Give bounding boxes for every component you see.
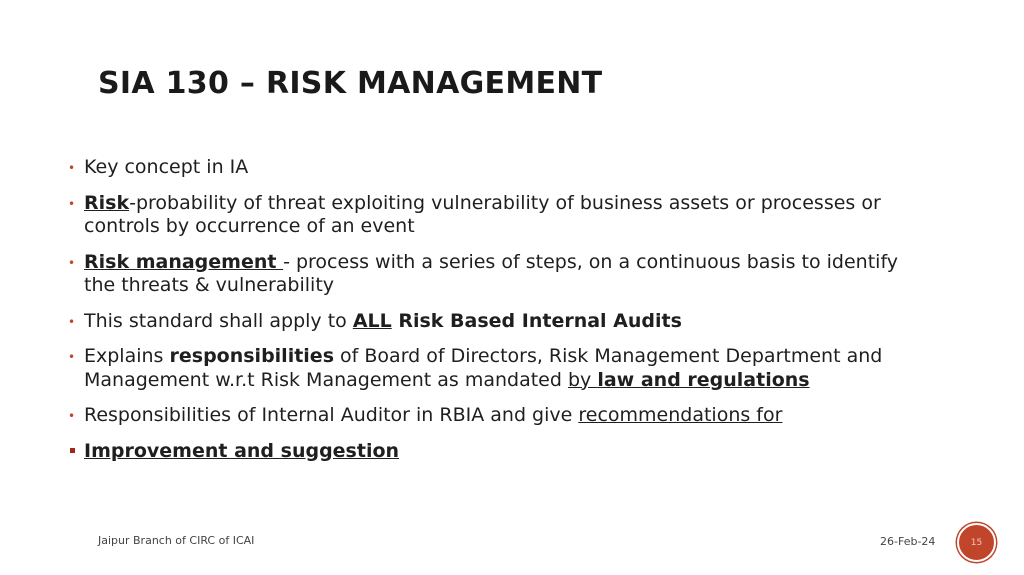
bullet-text: - process with a series of steps, on a continuous basis to identify the threats & vulnerability	[84, 250, 899, 296]
emphasis-responsibilities: responsibilities	[169, 345, 334, 367]
term-risk: Risk	[84, 191, 130, 214]
term-risk-management: Risk management	[84, 250, 284, 273]
phrase-law-and-regulations: law and regulations	[597, 368, 810, 391]
bullet-text: Improvement and suggestion	[84, 439, 400, 462]
bullet-dot-icon: •	[68, 314, 76, 329]
bullet-item	[68, 345, 928, 392]
bullet-list	[68, 156, 928, 475]
bullet-lead: Explains	[84, 345, 170, 367]
footer-organization: Jaipur Branch of CIRC of ICAI	[98, 534, 255, 547]
footer-date: 26-Feb-24	[880, 535, 936, 548]
bullet-text: Risk Based Internal Audits	[391, 309, 682, 332]
bullet-item	[68, 156, 928, 180]
phrase-recommendations: recommendations for	[578, 404, 783, 426]
bullet-item	[68, 310, 928, 334]
bullet-lead: Responsibilities of Internal Auditor in RBIA and give	[84, 404, 579, 426]
bullet-text: Key concept in IA	[84, 156, 249, 178]
bullet-item	[68, 192, 928, 239]
bullet-dot-icon: •	[68, 255, 76, 270]
emphasis-all: ALL	[352, 309, 392, 332]
bullet-item	[68, 251, 928, 298]
bullet-square-icon	[70, 448, 75, 453]
page-number-badge: 15	[957, 523, 996, 562]
bullet-text: -probability of threat exploiting vulnerability of business assets or processes or controls by occurrence of an event	[84, 191, 881, 237]
bullet-item	[68, 440, 928, 464]
bullet-text: of Board of Directors, Risk Management Department and Management w.r.t Risk Management as mandated	[84, 345, 883, 391]
bullet-lead: This standard shall apply to	[84, 309, 353, 332]
bullet-dot-icon: •	[68, 161, 76, 175]
bullet-dot-icon: •	[68, 196, 76, 211]
slide-title: SIA 130 – RISK MANAGEMENT	[98, 66, 603, 101]
bullet-dot-icon: •	[68, 409, 76, 423]
phrase-by: by	[567, 368, 598, 391]
bullet-dot-icon: •	[68, 350, 76, 364]
bullet-item	[68, 404, 928, 428]
